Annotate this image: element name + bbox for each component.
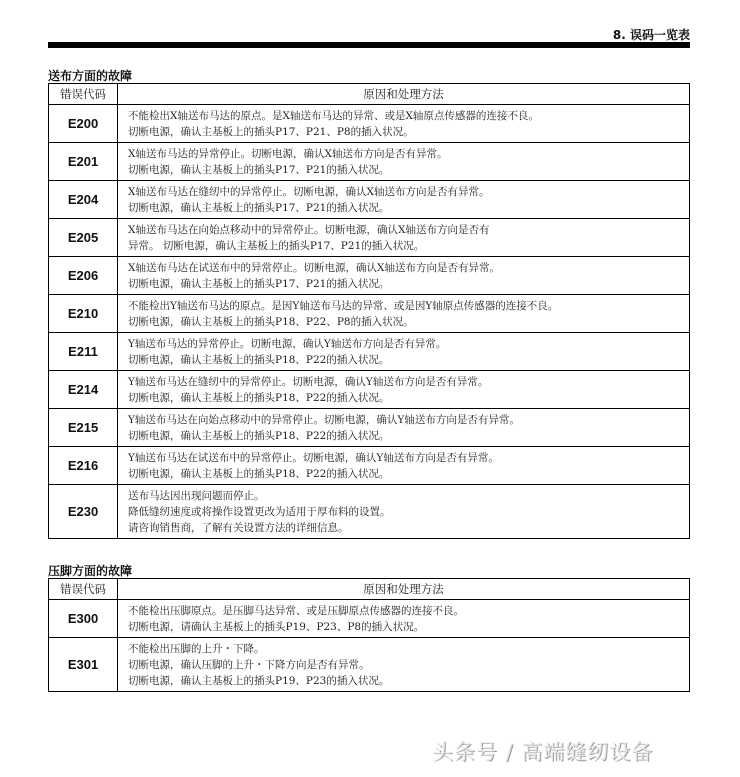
desc-line: 切断电源，确认主基板上的插头P17、P21、P8的插入状况。	[128, 125, 414, 138]
desc-line: 切断电源，确认主基板上的插头P18、P22的插入状况。	[128, 467, 390, 480]
header-rule	[48, 42, 690, 48]
error-description	[118, 638, 690, 692]
table-header-row	[49, 579, 690, 600]
error-description	[118, 371, 690, 409]
table-row	[49, 600, 690, 638]
desc-line: 切断电源，确认主基板上的插头P17、P21的插入状况。	[128, 163, 390, 176]
desc-line: X轴送布马达在试送布中的异常停止。切断电源，确认X轴送布方向是否有异常。	[128, 261, 500, 274]
table-row	[49, 333, 690, 371]
desc-line: 切断电源，确认主基板上的插头P18、P22的插入状况。	[128, 353, 390, 366]
desc-line: X轴送布马达的异常停止。切断电源，确认X轴送布方向是否有异常。	[128, 147, 448, 160]
error-code: E201	[49, 143, 118, 181]
desc-line: 切断电源，请确认主基板上的插头P19、P23、P8的插入状况。	[128, 620, 425, 633]
error-description	[118, 105, 690, 143]
error-description	[118, 333, 690, 371]
table-row	[49, 257, 690, 295]
desc-line: 切断电源，确认主基板上的插头P18、P22的插入状况。	[128, 391, 390, 404]
error-description	[118, 219, 690, 257]
desc-line: 切断电源，确认主基板上的插头P17、P21的插入状况。	[128, 277, 390, 290]
error-code: E205	[49, 219, 118, 257]
desc-line: 不能检出压脚的上升・下降。	[128, 642, 265, 655]
table-row	[49, 219, 690, 257]
column-header-desc: 原因和处理方法	[118, 579, 690, 600]
table-row	[49, 181, 690, 219]
error-code: E210	[49, 295, 118, 333]
desc-line: 送布马达因出现问题而停止。	[128, 489, 265, 502]
error-code: E214	[49, 371, 118, 409]
error-description	[118, 409, 690, 447]
table-row	[49, 295, 690, 333]
desc-line: 切断电源，确认压脚的上升・下降方向是否有异常。	[128, 658, 370, 671]
error-code: E216	[49, 447, 118, 485]
desc-line: 切断电源，确认主基板上的插头P18、P22、P8的插入状况。	[128, 315, 414, 328]
section-title-feed: 送布方面的故障	[48, 69, 133, 83]
table-row	[49, 485, 690, 539]
desc-line: 降低缝纫速度或将操作设置更改为适用于厚布料的设置。	[128, 505, 391, 518]
watermark: 头条号 / 高端缝纫设备	[432, 740, 654, 764]
error-code: E204	[49, 181, 118, 219]
table-row	[49, 447, 690, 485]
error-code: E230	[49, 485, 118, 539]
desc-line: Y轴送布马达在缝纫中的异常停止。切断电源，确认Y轴送布方向是否有异常。	[128, 375, 489, 388]
presser-foot-error-table	[48, 578, 690, 692]
table-row	[49, 371, 690, 409]
desc-line: 不能检出压脚原点。是压脚马达异常、或是压脚原点传感器的连接不良。	[128, 604, 464, 617]
table-header-row	[49, 84, 690, 105]
error-code: E211	[49, 333, 118, 371]
error-description	[118, 447, 690, 485]
desc-line: 切断电源，确认主基板上的插头P19、P23的插入状况。	[128, 674, 390, 687]
desc-line: 异常。 切断电源，确认主基板上的插头P17、P21的插入状况。	[128, 239, 425, 252]
error-description	[118, 295, 690, 333]
desc-line: 切断电源，确认主基板上的插头P18、P22的插入状况。	[128, 429, 390, 442]
desc-line: X轴送布马达在缝纫中的异常停止。切断电源，确认X轴送布方向是否有异常。	[128, 185, 490, 198]
error-description	[118, 257, 690, 295]
desc-line: 不能检出Y轴送布马达的原点。是因Y轴送布马达的异常、或是因Y轴原点传感器的连接不良。	[128, 299, 559, 312]
table-row	[49, 638, 690, 692]
desc-line: Y轴送布马达的异常停止。切断电源，确认Y轴送布方向是否有异常。	[128, 337, 447, 350]
error-code: E301	[49, 638, 118, 692]
error-description	[118, 181, 690, 219]
error-description	[118, 485, 690, 539]
column-header-code: 错误代码	[49, 84, 118, 105]
error-code: E200	[49, 105, 118, 143]
table-row	[49, 105, 690, 143]
table-row	[49, 143, 690, 181]
table-row	[49, 409, 690, 447]
desc-line: 不能检出X轴送布马达的原点。是X轴送布马达的异常、或是X轴原点传感器的连接不良。	[128, 109, 539, 122]
column-header-code: 错误代码	[49, 579, 118, 600]
error-code: E300	[49, 600, 118, 638]
column-header-desc: 原因和处理方法	[118, 84, 690, 105]
error-description	[118, 143, 690, 181]
error-code: E206	[49, 257, 118, 295]
section-title-presser-foot: 压脚方面的故障	[48, 564, 133, 578]
feed-error-table	[48, 83, 690, 539]
desc-line: Y轴送布马达在试送布中的异常停止。切断电源，确认Y轴送布方向是否有异常。	[128, 451, 499, 464]
desc-line: 切断电源，确认主基板上的插头P17、P21的插入状况。	[128, 201, 390, 214]
desc-line: 请咨询销售商，了解有关设置方法的详细信息。	[128, 521, 349, 534]
desc-line: Y轴送布马达在向始点移动中的异常停止。切断电源，确认Y轴送布方向是否有异常。	[128, 413, 520, 426]
error-code: E215	[49, 409, 118, 447]
error-description	[118, 600, 690, 638]
chapter-header: 8. 误码一览表	[612, 28, 690, 42]
desc-line: X轴送布马达在向始点移动中的异常停止。切断电源，确认X轴送布方向是否有	[128, 223, 490, 236]
